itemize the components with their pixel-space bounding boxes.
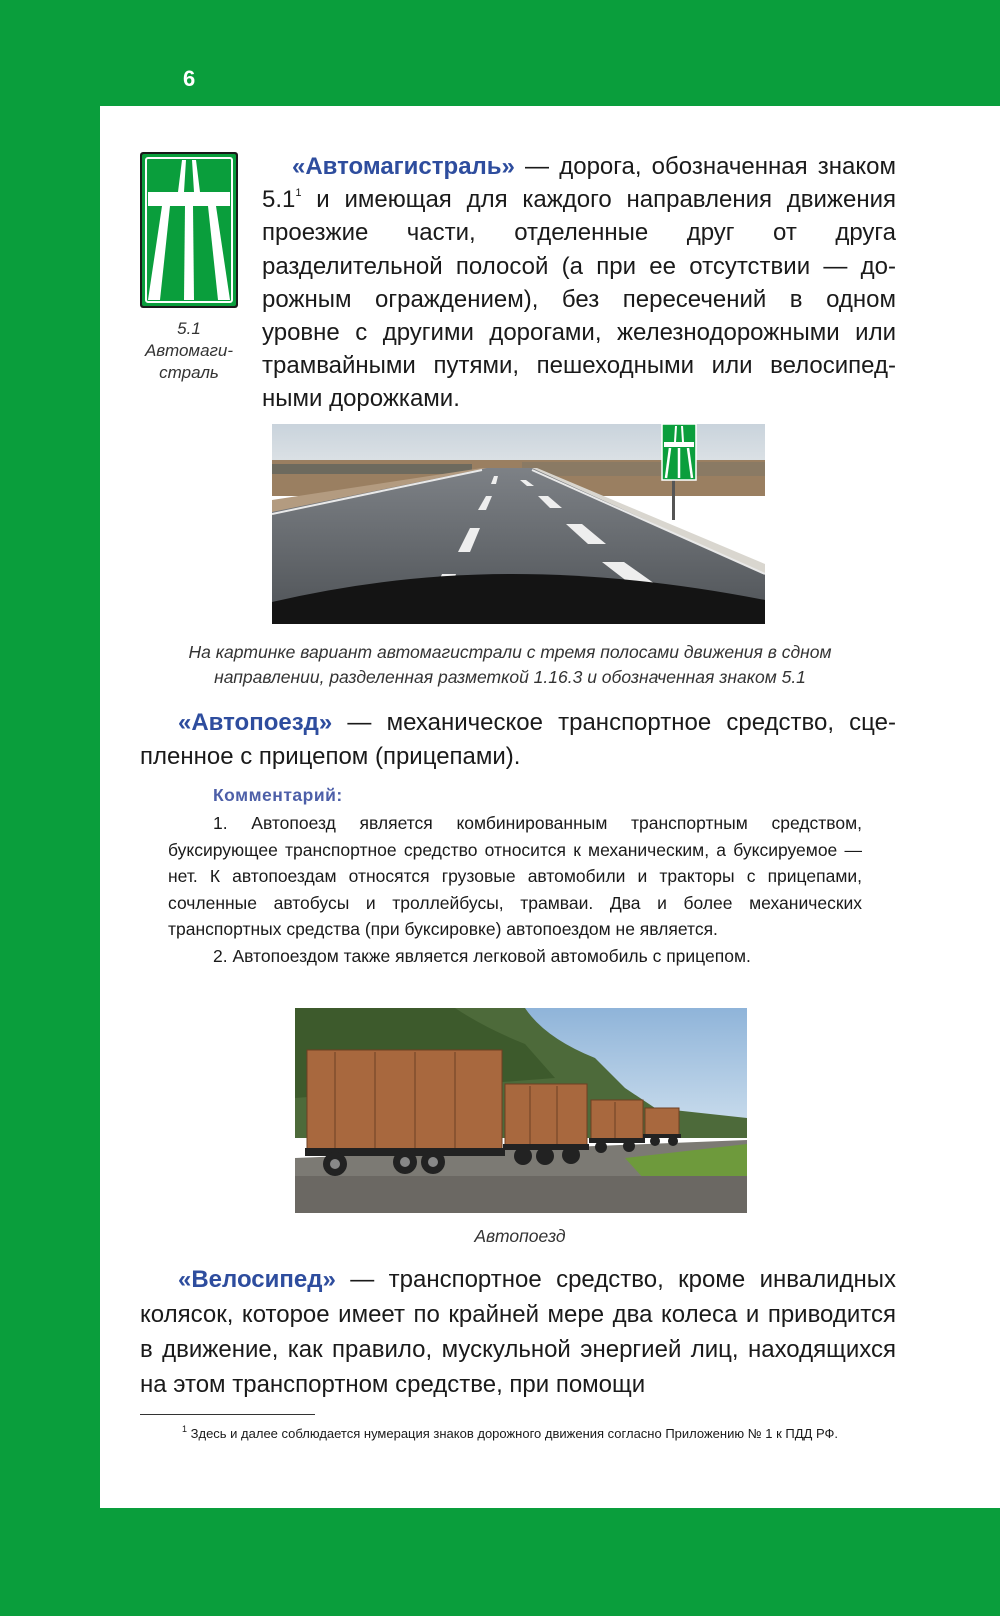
comment-item-1: 1. Автопоезд является комбинированным транспортным средством, буксирующее транспортное средство относится к механическим, а буксируемое — нет. К автопоездам относятся грузовые автомобили и тракторы с прицепами, сочленные автобусы и троллейбусы, трамваи. Два и более механических транспортных средства (при буксировке) автопоездом не является. — [168, 813, 862, 939]
comment-title: Комментарий: — [213, 785, 343, 805]
footnote-mark: 1 — [182, 1424, 188, 1434]
footnote-ref: 1 — [295, 187, 302, 200]
roadtrain-photo-caption: Автопоезд — [474, 1226, 566, 1246]
roadtrain-definition — [140, 706, 896, 774]
highway-text-1: — дорога, обозначенная знаком 5.1 — [262, 153, 896, 214]
sign-name-line-1: Автомаги- — [144, 341, 234, 360]
comment-body — [168, 810, 862, 969]
footnote-divider — [140, 1414, 315, 1415]
bicycle-definition — [140, 1262, 896, 1402]
bicycle-term: «Велосипед» — [178, 1266, 336, 1293]
sign-code: 5.1 — [177, 319, 201, 338]
roadtrain-photo — [295, 1008, 747, 1213]
roadtrain-text: — механическое транспортное средство, сцепленное с прицепом (прицепами). — [140, 709, 896, 770]
sign-name-line-2: страль — [159, 363, 219, 382]
highway-definition — [262, 150, 896, 416]
bicycle-text: — транспортное средство, кроме инвалидных колясок, которое имеет по крайней мере два колеса и приводится в движение, как правило, мускульной энергией лиц, находящихся на этом транспортном средстве, при помощи — [140, 1266, 896, 1398]
page-number: 6 — [183, 66, 196, 91]
highway-term: «Автомагистраль» — [292, 153, 515, 180]
footnote — [140, 1423, 896, 1444]
footnote-text: Здесь и далее соблюдается нумерация знаков дорожного движения согласно Приложению № 1 к ПДД РФ. — [187, 1426, 838, 1441]
highway-photo-caption: На картинке вариант автомагистрали с тремя полосами движения в сдном направлении, разделенная разметкой 1.16.3 и обозначенная знаком 5.1 — [188, 642, 832, 687]
highway-photo — [272, 424, 765, 624]
roadtrain-term: «Автопоезд» — [178, 709, 333, 736]
highway-text-2: и имеющая для каждого направления движения проезжие части, отделенные друг от друга разделительной полосой (а при ее отсутствии — дорожным ограждением), без пересечений в одном уровне с другими дорогами, железнодорожными или трамвайными путями, пешеходными или велосипедными дорожками. — [262, 186, 896, 413]
comment-item-2: 2. Автопоездом также является легковой автомобиль с прицепом. — [213, 945, 751, 966]
sign-caption — [130, 318, 248, 384]
highway-sign-icon — [140, 152, 238, 308]
